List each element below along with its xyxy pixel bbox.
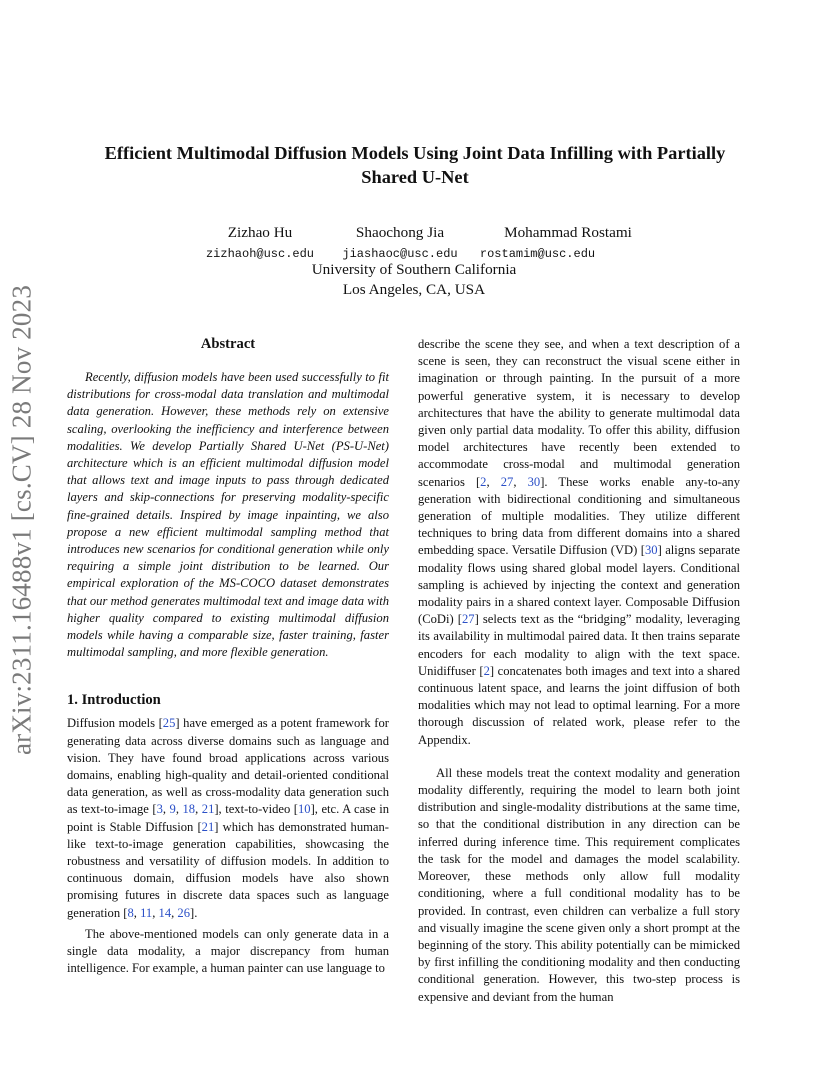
abstract-heading: Abstract	[200, 336, 256, 352]
citation-link[interactable]: 18	[182, 802, 196, 817]
author-email: zizhaoh@usc.edu	[205, 247, 315, 261]
citation-link[interactable]: 9	[169, 802, 176, 817]
arxiv-identifier-text: arXiv:2311.16488v1 [cs.CV] 28 Nov 2023	[6, 284, 37, 756]
author-name: Shaochong Jia	[355, 224, 445, 241]
author-email: rostamim@usc.edu	[479, 247, 596, 261]
author-name: Mohammad Rostami	[504, 224, 632, 241]
left-column	[67, 333, 389, 978]
citation-link[interactable]: 30	[527, 474, 541, 489]
introduction-heading: 1. Introduction	[67, 692, 161, 709]
citation-link[interactable]: 2	[480, 474, 487, 489]
abstract-text: Recently, diffusion models have been used successfully to fit distributions for cross-modal data translation and multimodal data generation. However, these methods rely on extensive scaling, overlooking the inefficiency and interference between modalities. We develop Partially Shared U-Net (PS-U-Net) architecture which is an efficient multimodal diffusion model that allows text and image inputs to pass through dedicated layers and skip-connections for preserving modality-specific fine-grained details. Inspired by image inpainting, we also propose a new efficient multimodal sampling method that introduces new scenarios for conditional generation while only requiring a simple joint distribution to be learned. Our empirical exploration of the MS-COCO dataset demonstrates that our method generates multimodal text and image data with higher quality compared to existing multimodal diffusion models while having a comparable size, faster training, faster multimodal sampling, and more flexible generation.	[67, 370, 389, 660]
affiliation-line-1: University of Southern California	[311, 261, 517, 278]
paper-title	[70, 141, 760, 189]
citation-link[interactable]: 8	[127, 905, 134, 920]
citation-link[interactable]: 25	[162, 716, 176, 731]
introduction-paragraph-2: The above-mentioned models can only generate data in a single data modality, a major discrepancy from human intelligence. For example, a human painter can use language to	[67, 926, 389, 976]
introduction-paragraph-3: describe the scene they see, and when a text description of a scene is seen, they can reconstruct the visual scene either in imagination or through painting. In the pursuit of a more powerful generative system, it is necessary to develop architectures that have the ability to generate multimodal data given only partial data modality. To offer this ability, diffusion model architectures have recently been extended to accommodate cross-modal and multimodal generation scenarios [2, 27, 30]. These works enable any-to-any generation with bidirectional conditioning and simultaneous generation of multiple modalities. They utilize different techniques to bring data from different domains into a shared embedding space. Versatile Diffusion (VD) [30] aligns separate modality flows using shared global model layers. Conditional sampling is achieved by injecting the context and generation modality pairs in a shared context layer. Composable Diffusion (CoDi) [27] selects text as the “bridging” modality, leveraging its availability in multimodal paired data. It then trains separate encoders for each modality to align with the text space. Unidiffuser [2] concatenates both images and text into a shared continuous latent space, and learns the joint diffusion of both modalities which may not lead to optimal learning. For a more thorough discussion of related work, please refer to the Appendix.	[418, 337, 741, 747]
citation-link[interactable]: 14	[158, 905, 172, 920]
citation-link[interactable]: 21	[201, 802, 215, 817]
citation-link[interactable]: 21	[201, 819, 215, 834]
citation-link[interactable]: 26	[177, 905, 191, 920]
author-name: Zizhao Hu	[227, 224, 293, 241]
right-column	[418, 336, 740, 1006]
paper-title-line-1: Efficient Multimodal Diffusion Models Using Joint Data Infilling with Partially	[104, 143, 726, 163]
author-email: jiashaoc@usc.edu	[342, 247, 458, 261]
author-block	[0, 224, 828, 298]
citation-link[interactable]: 10	[297, 802, 311, 817]
citation-link[interactable]: 27	[500, 474, 514, 489]
citation-link[interactable]: 11	[140, 905, 153, 920]
introduction-paragraph-4: All these models treat the context modality and generation modality differently, requiring the model to learn both joint distribution and single-modality distributions at the same time, so that the conditional distribution in any direction can be inferred during inference time. This requirement complicates the task for the model and damages the model scalability. Moreover, these methods only allow full modality conditioning, where a full conditional modality has to be provided. In contrast, even children can verbalize a full story and visually imagine the scene given only a short prompt at the beginning of the story. This ability potentially can be mimicked by first infilling the conditioning modality and then conducting conditional generation. However, this two-step process is expensive and deviant from the human	[418, 765, 740, 1004]
introduction-paragraph-1: Diffusion models [25] have emerged as a potent framework for generating data across diverse domains such as language and vision. They have found broad applications across various domains, enabling high-quality and detail-oriented conditional data generation, as well as cross-modality data generation such as text-to-image [3, 9, 18, 21], text-to-video [10], etc. A case in point is Stable Diffusion [21] which has demonstrated human-like text-to-image generation capabilities, showcasing the robustness and versatility of diffusion models. In addition to continuous domain, diffusion models have also shown promising futures in discrete data spaces such as language generation [8, 11, 14, 26].	[67, 716, 389, 920]
citation-link[interactable]: 27	[461, 612, 475, 627]
citation-link[interactable]: 30	[644, 543, 658, 558]
paper-title-line-2: Shared U-Net	[361, 167, 469, 187]
affiliation-line-2: Los Angeles, CA, USA	[342, 281, 486, 298]
citation-link[interactable]: 2	[483, 663, 490, 678]
citation-link[interactable]: 3	[156, 802, 163, 817]
